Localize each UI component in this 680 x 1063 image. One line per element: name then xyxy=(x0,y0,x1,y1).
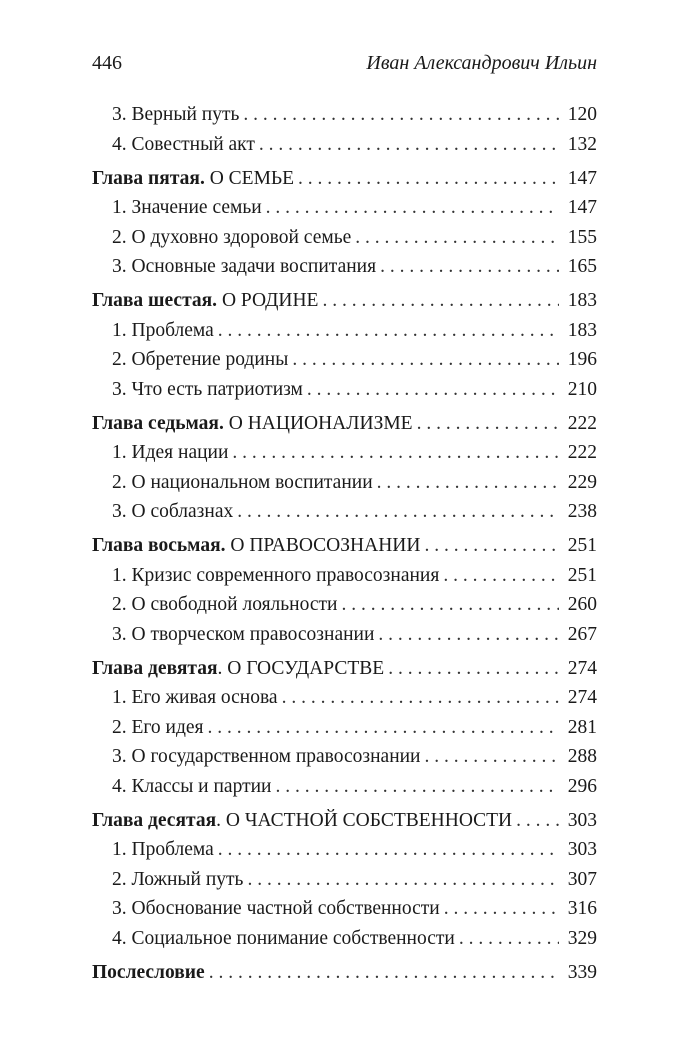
toc-entry-text: 1. Идея нации xyxy=(112,442,229,463)
toc-entry-text: . О ГОСУДАРСТВЕ xyxy=(217,657,385,679)
toc-page-number: 274 xyxy=(567,687,597,708)
toc-entry-text: 1. Кризис современного правосознания xyxy=(112,564,440,586)
toc-leader-dots xyxy=(294,164,559,194)
toc-page-number: 281 xyxy=(567,716,597,738)
toc-chapter-entry[interactable] xyxy=(92,164,597,194)
toc-section-entry[interactable] xyxy=(92,193,597,223)
toc-chapter-entry[interactable] xyxy=(92,286,597,316)
toc-entry-text: 4. Классы и партии xyxy=(112,775,272,797)
toc-chapter-number: Глава пятая. xyxy=(92,167,205,189)
toc-page-number: 132 xyxy=(567,133,597,155)
toc-section-entry[interactable] xyxy=(92,252,597,282)
toc-entry-title xyxy=(92,772,271,802)
toc-entry-title xyxy=(92,375,303,405)
toc-leader-dots xyxy=(255,130,559,160)
toc-section-entry[interactable] xyxy=(92,223,597,253)
toc-entry-text: 2. Обретение родины xyxy=(112,349,289,370)
toc-section-entry[interactable] xyxy=(92,742,597,772)
toc-page-number: 229 xyxy=(567,471,597,493)
toc-entry-text: 1. Его живая основа xyxy=(112,687,278,708)
toc-entry-text: 3. Обоснование частной собственности xyxy=(112,898,440,919)
toc-section-entry[interactable] xyxy=(92,316,597,346)
toc-section-entry[interactable] xyxy=(92,345,597,375)
toc-leader-dots xyxy=(214,835,559,865)
toc-entry-title xyxy=(92,958,205,988)
toc-leader-dots xyxy=(243,865,559,895)
toc-entry-title xyxy=(92,620,374,650)
toc-entry-text: 4. Социальное понимание собственности xyxy=(112,927,455,949)
toc-leader-dots xyxy=(413,409,559,439)
toc-leader-dots xyxy=(439,561,559,591)
toc-page-number: 222 xyxy=(567,412,597,434)
toc-entry-text: 4. Совестный акт xyxy=(112,133,255,155)
toc-entry-title xyxy=(92,835,214,865)
toc-page-number: 183 xyxy=(567,290,597,311)
toc-page-number: 155 xyxy=(567,226,597,248)
toc-entry-text: 3. О соблазнах xyxy=(112,501,234,522)
toc-entry-title xyxy=(92,683,278,713)
toc-entry-title xyxy=(92,130,255,160)
toc-leader-dots xyxy=(204,713,559,743)
toc-entry-title xyxy=(92,894,440,924)
toc-page-number: 120 xyxy=(567,104,597,125)
toc-entry-title xyxy=(92,713,204,743)
toc-entry-text: 3. Что есть патриотизм xyxy=(112,378,303,400)
toc-section-entry[interactable] xyxy=(92,590,597,620)
toc-section-entry[interactable] xyxy=(92,772,597,802)
table-of-contents xyxy=(92,100,597,987)
toc-page-number: 222 xyxy=(567,442,597,463)
toc-section-entry[interactable] xyxy=(92,130,597,160)
toc-chapter-number: Глава десятая xyxy=(92,809,217,831)
toc-page-number: 303 xyxy=(567,809,597,831)
toc-entry-text: 1. Значение семьи xyxy=(112,197,262,218)
toc-entry-text: 2. Ложный путь xyxy=(112,868,244,890)
toc-entry-title xyxy=(92,806,512,836)
toc-section-entry[interactable] xyxy=(92,924,597,954)
toc-chapter-entry[interactable] xyxy=(92,958,597,988)
toc-leader-dots xyxy=(376,252,559,282)
toc-entry-text: О ПРАВОСОЗНАНИИ xyxy=(225,535,421,556)
toc-section-entry[interactable] xyxy=(92,713,597,743)
toc-page-number: 274 xyxy=(567,657,597,679)
toc-leader-dots xyxy=(421,742,560,772)
toc-page-number: 251 xyxy=(567,564,597,586)
toc-entry-title xyxy=(92,100,239,130)
toc-entry-title xyxy=(92,590,337,620)
toc-leader-dots xyxy=(233,497,559,527)
toc-entry-text: 3. О государственном правосознании xyxy=(112,746,421,767)
toc-entry-title xyxy=(92,865,243,895)
toc-page-number: 147 xyxy=(567,167,597,189)
toc-entry-text: 3. Основные задачи воспитания xyxy=(112,256,377,277)
toc-entry-text: 2. О свободной лояльности xyxy=(112,594,338,615)
toc-entry-title xyxy=(92,468,373,498)
toc-chapter-number: Глава седьмая. xyxy=(92,412,224,434)
toc-leader-dots xyxy=(214,316,559,346)
toc-leader-dots xyxy=(318,286,559,316)
toc-chapter-number: Глава шестая. xyxy=(92,290,218,311)
toc-page-number: 307 xyxy=(567,868,597,890)
toc-entry-title xyxy=(92,438,228,468)
toc-leader-dots xyxy=(351,223,559,253)
toc-leader-dots xyxy=(303,375,559,405)
toc-section-entry[interactable] xyxy=(92,497,597,527)
running-title: Иван Александрович Ильин xyxy=(366,52,597,74)
toc-leader-dots xyxy=(384,654,559,684)
toc-section-entry[interactable] xyxy=(92,100,597,130)
toc-entry-title xyxy=(92,561,439,591)
toc-section-entry[interactable] xyxy=(92,683,597,713)
toc-page-number: 260 xyxy=(567,594,597,615)
toc-chapter-entry[interactable] xyxy=(92,654,597,684)
toc-leader-dots xyxy=(205,958,559,988)
toc-leader-dots xyxy=(262,193,559,223)
toc-page-number: 329 xyxy=(567,927,597,949)
toc-entry-title xyxy=(92,497,233,527)
toc-page-number: 296 xyxy=(567,775,597,797)
toc-entry-title xyxy=(92,742,421,772)
toc-entry-text: . О ЧАСТНОЙ СОБСТВЕННОСТИ xyxy=(216,809,513,831)
toc-leader-dots xyxy=(512,806,559,836)
toc-section-entry[interactable] xyxy=(92,835,597,865)
toc-section-entry[interactable] xyxy=(92,375,597,405)
toc-section-entry[interactable] xyxy=(92,620,597,650)
toc-leader-dots xyxy=(228,438,559,468)
toc-entry-text: 1. Проблема xyxy=(112,839,214,860)
toc-chapter-number: Глава девятая xyxy=(92,657,218,679)
toc-section-entry[interactable] xyxy=(92,865,597,895)
toc-leader-dots xyxy=(373,468,559,498)
toc-entry-title xyxy=(92,531,420,561)
toc-page-number: 288 xyxy=(567,746,597,767)
toc-page-number: 210 xyxy=(567,378,597,400)
toc-section-entry[interactable] xyxy=(92,468,597,498)
toc-leader-dots xyxy=(420,531,559,561)
toc-entry-title xyxy=(92,286,318,316)
toc-leader-dots xyxy=(239,100,559,130)
toc-entry-text: 3. О творческом правосознании xyxy=(112,623,375,645)
page-number: 446 xyxy=(92,52,122,74)
toc-section-entry[interactable] xyxy=(92,561,597,591)
toc-entry-title xyxy=(92,924,455,954)
toc-leader-dots xyxy=(374,620,559,650)
toc-entry-title xyxy=(92,316,214,346)
toc-chapter-number: Послесловие xyxy=(92,961,205,983)
toc-entry-title xyxy=(92,345,288,375)
toc-page-number: 147 xyxy=(567,197,597,218)
toc-page-number: 165 xyxy=(567,256,597,277)
toc-entry-text: 2. О духовно здоровой семье xyxy=(112,226,352,248)
toc-page-number: 183 xyxy=(567,319,597,341)
toc-entry-title xyxy=(92,654,384,684)
toc-section-entry[interactable] xyxy=(92,894,597,924)
page-header xyxy=(92,52,597,82)
toc-entry-text: 3. Верный путь xyxy=(112,104,240,125)
toc-entry-title xyxy=(92,252,376,282)
toc-entry-text: 2. Его идея xyxy=(112,716,204,738)
toc-leader-dots xyxy=(337,590,559,620)
toc-chapter-entry[interactable] xyxy=(92,409,597,439)
toc-leader-dots xyxy=(271,772,559,802)
toc-chapter-entry[interactable] xyxy=(92,531,597,561)
toc-section-entry[interactable] xyxy=(92,438,597,468)
toc-entry-text: О СЕМЬЕ xyxy=(204,167,295,189)
toc-entry-title xyxy=(92,409,413,439)
toc-chapter-number: Глава восьмая. xyxy=(92,535,226,556)
toc-entry-title xyxy=(92,223,351,253)
toc-entry-text: О РОДИНЕ xyxy=(217,290,319,311)
toc-page-number: 339 xyxy=(567,961,597,983)
toc-entry-text: О НАЦИОНАЛИЗМЕ xyxy=(223,412,413,434)
toc-entry-text: 1. Проблема xyxy=(112,319,214,341)
toc-leader-dots xyxy=(288,345,559,375)
toc-leader-dots xyxy=(455,924,559,954)
toc-page-number: 251 xyxy=(567,535,597,556)
toc-page-number: 196 xyxy=(567,349,597,370)
toc-entry-title xyxy=(92,193,262,223)
toc-page-number: 303 xyxy=(567,839,597,860)
toc-chapter-entry[interactable] xyxy=(92,806,597,836)
toc-page-number: 267 xyxy=(567,623,597,645)
toc-page-number: 238 xyxy=(567,501,597,522)
toc-leader-dots xyxy=(440,894,559,924)
toc-page-number: 316 xyxy=(567,898,597,919)
toc-leader-dots xyxy=(278,683,559,713)
toc-entry-text: 2. О национальном воспитании xyxy=(112,471,373,493)
toc-entry-title xyxy=(92,164,294,194)
